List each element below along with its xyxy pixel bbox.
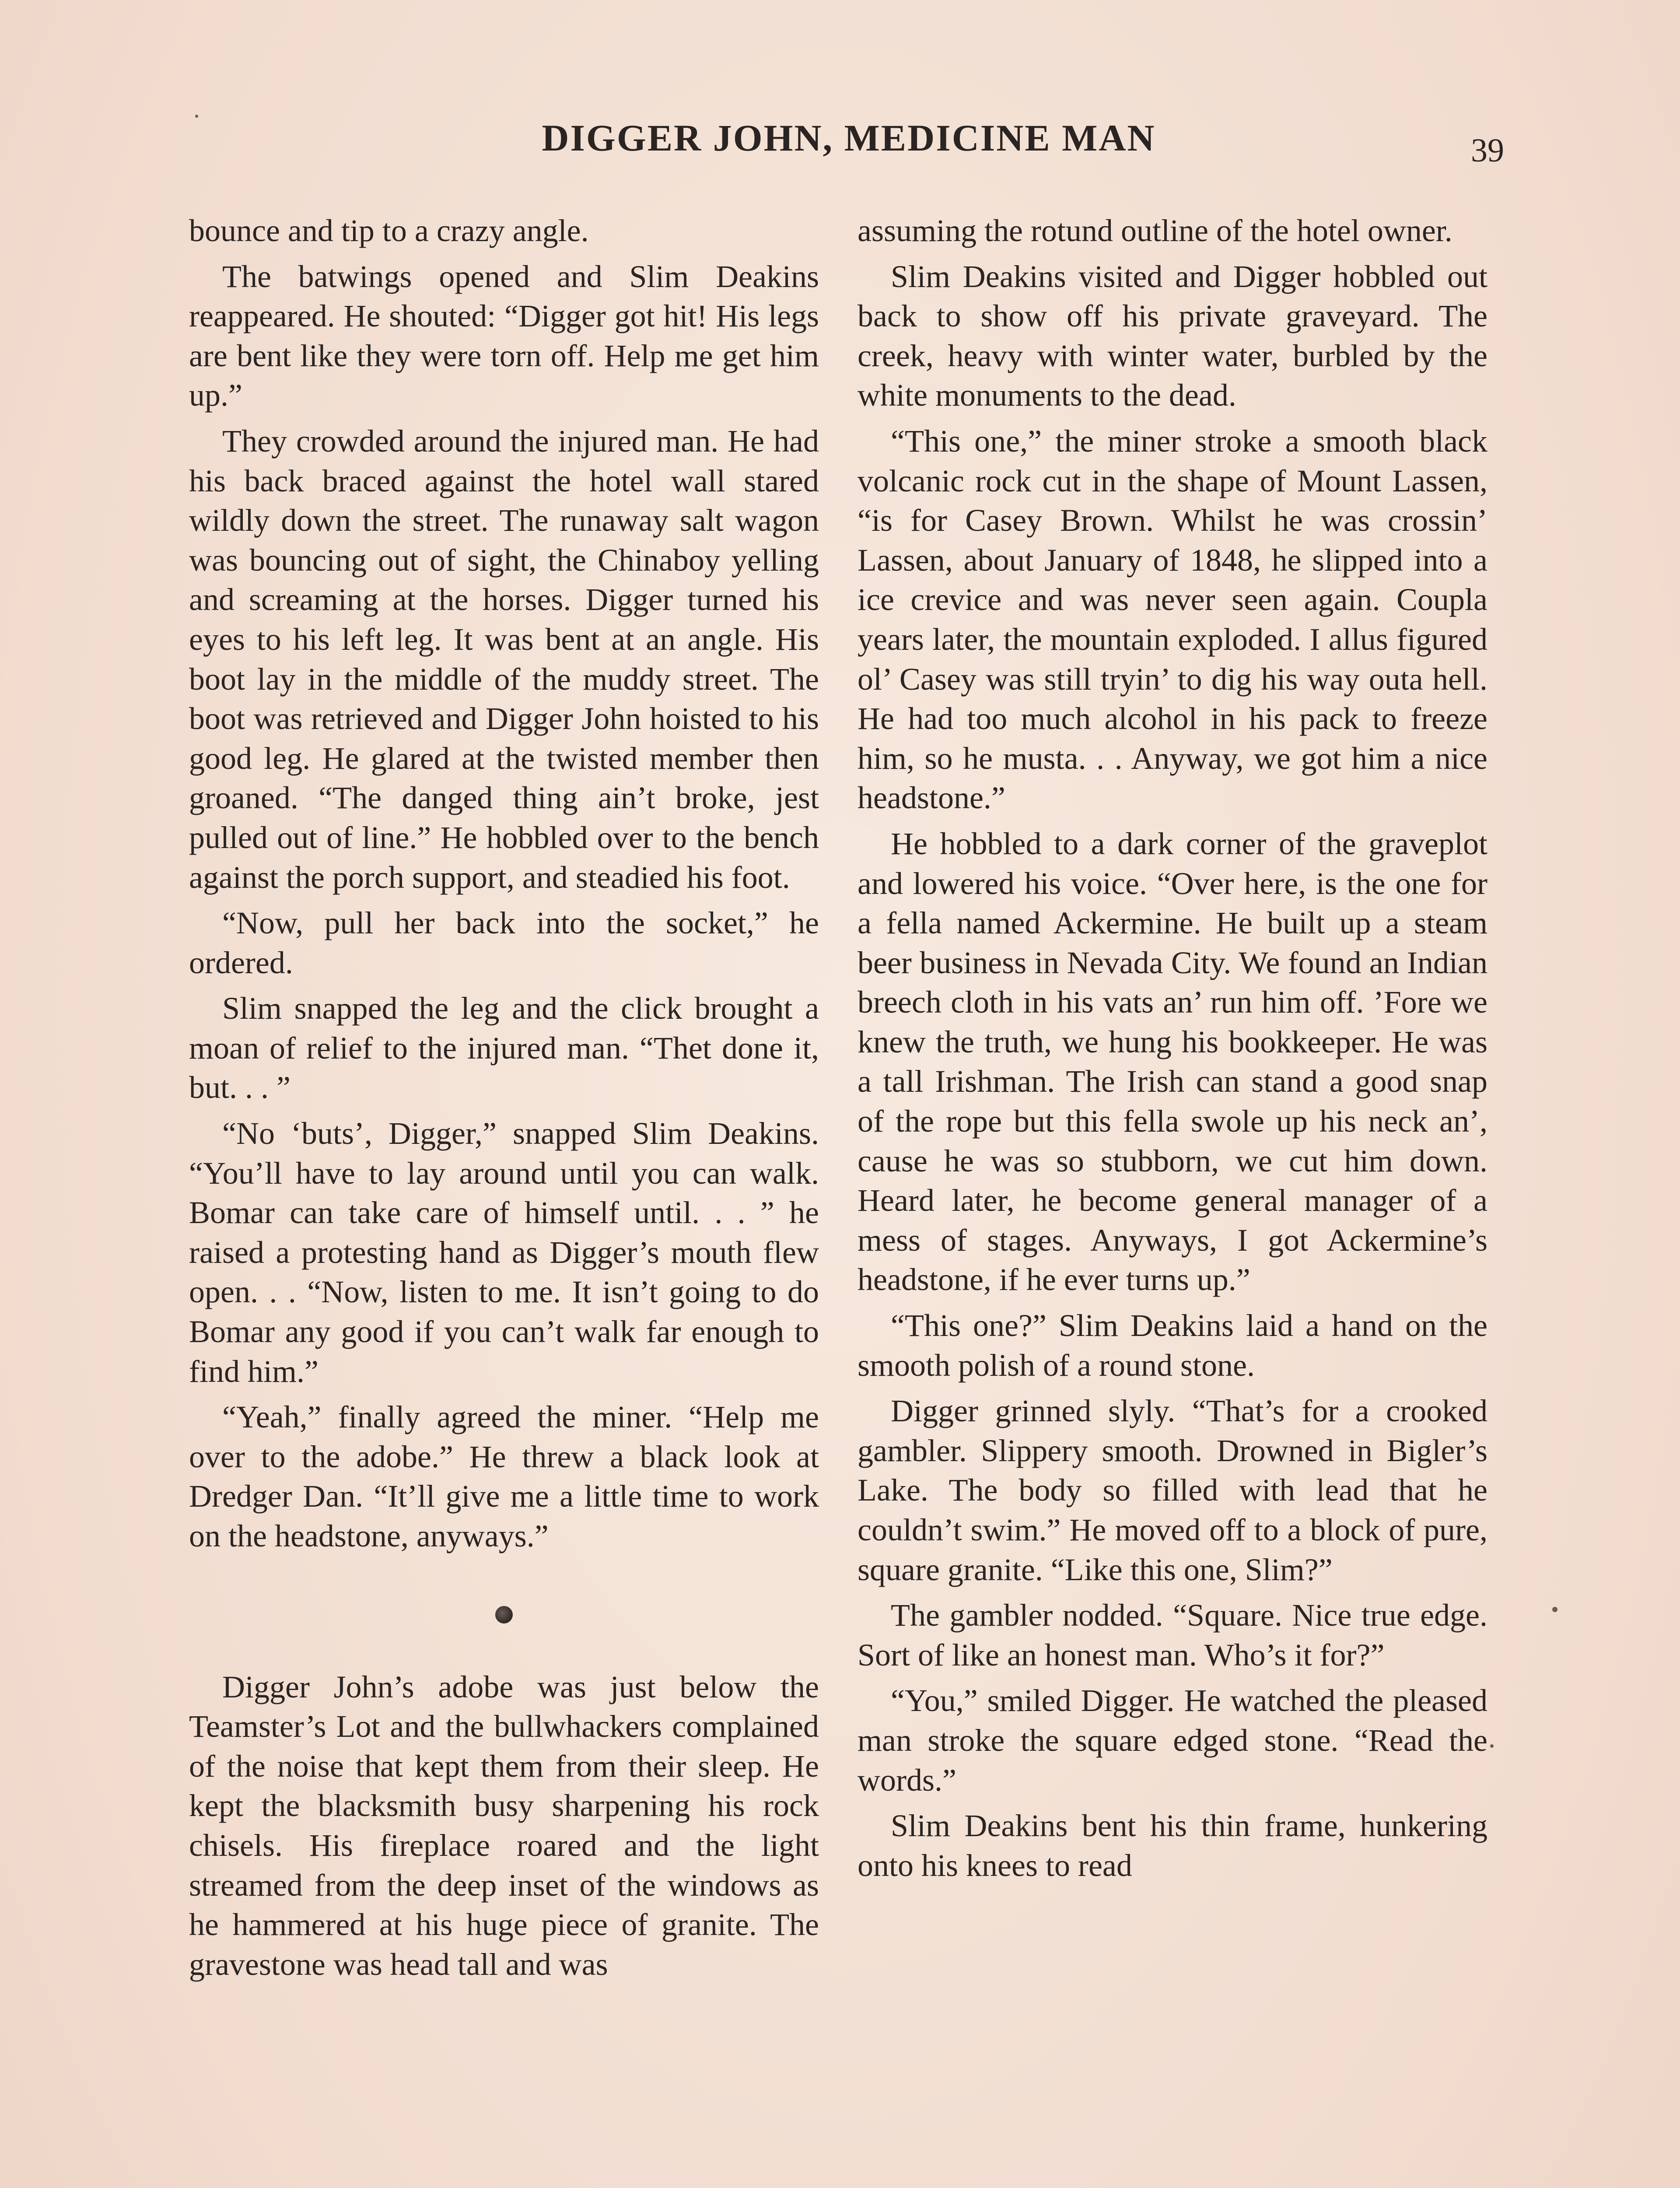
page-number: 39 [1471,132,1504,169]
paragraph: “Now, pull her back into the socket,” he ordered. [189,905,819,980]
paragraph: Digger John’s adobe was just below the Teamster’s Lot and the bullwhackers complained of the noise that kept them from their sleep. He kept the blacksmith busy sharpening his rock chisels. His fireplace roared and the light streamed from the deep inset of the windows as he hammered at his huge piece of granite. The gravestone was head tall and was [189,1669,819,1982]
paragraph: Slim Deakins visited and Digger hobbled out back to show off his private graveyard. The creek, heavy with winter water, burbled by the white monuments to the dead. [858,259,1488,413]
paragraph: Slim Deakins bent his thin frame, hunkering onto his knees to read [858,1808,1488,1883]
paragraph: He hobbled to a dark corner of the graveplot and lowered his voice. “Over here, is the one for a fella named Ackermine. He built up a steam beer business in Nevada City. We found an Indian breech cloth in his vats an’ run him off. ’Fore we knew the truth, we hung his bookkeeper. He was a tall Irishman. The Irish can stand a good snap of the rope but this fella swole up his neck an’, cause he was so stubborn, we cut him down. Heard later, he become general manager of a mess of stages. Anyways, I got Ackermine’s headstone, if he ever turns up.” [858,826,1488,1297]
paragraph: Digger grinned slyly. “That’s for a crooked gambler. Slippery smooth. Drowned in Bigler’s Lake. The body so filled with lead that he couldn’t swim.” He moved off to a block of pure, square granite. “Like this one, Slim?” [858,1393,1488,1587]
paragraph: assuming the rotund outline of the hotel owner. [858,213,1452,248]
left-column [189,211,819,1990]
paragraph: bounce and tip to a crazy angle. [189,213,589,248]
running-head-title: DIGGER JOHN, MEDICINE MAN [542,117,1156,159]
paper-speck [1552,1607,1558,1612]
paragraph: “You,” smiled Digger. He watched the pleased man stroke the square edged stone. “Read the words.” [858,1683,1488,1798]
paper-speck [195,115,198,118]
right-column [858,211,1488,1891]
section-break-ornament-icon [495,1606,513,1623]
paragraph: “No ‘buts’, Digger,” snapped Slim Deakins. “You’ll have to lay around until you can walk. Bomar can take care of himself until. . . ” he raised a protesting hand as Digger’s mouth flew open. . . “Now, listen to me. It isn’t going to do Bomar any good if you can’t walk far enough to find him.” [189,1116,819,1389]
section-break [189,1562,819,1667]
paragraph: The gambler nodded. “Square. Nice true edge. Sort of like an honest man. Who’s it for?” [858,1598,1488,1673]
paragraph: The batwings opened and Slim Deakins reappeared. He shouted: “Digger got hit! His legs are bent like they were torn off. Help me get him up.” [189,259,819,413]
paragraph: They crowded around the injured man. He had his back braced against the hotel wall stared wildly down the street. The runaway salt wagon was bouncing out of sight, the Chinaboy yelling and screaming at the horses. Digger turned his eyes to his left leg. It was bent at an angle. His boot lay in the middle of the muddy street. The boot was retrieved and Digger John hoisted to his good leg. He glared at the twisted member then groaned. “The danged thing ain’t broke, jest pulled out of line.” He hobbled over to the bench against the porch support, and steadied his foot. [189,423,819,895]
paragraph: “This one,” the miner stroke a smooth black volcanic rock cut in the shape of Mount Lassen, “is for Casey Brown. Whilst he was crossin’ Lassen, about January of 1848, he slipped into a ice crevice and was never seen again. Coupla years later, the mountain exploded. I allus figured ol’ Casey was still tryin’ to dig his way outa hell. He had too much alcohol in his pack to freeze him, so he musta. . . Anyway, we got him a nice headstone.” [858,423,1488,816]
paper-speck [1490,1744,1494,1748]
paragraph: Slim snapped the leg and the click brought a moan of relief to the injured man. “Thet done it, but. . . ” [189,991,819,1105]
paragraph: “Yeah,” finally agreed the miner. “Help me over to the adobe.” He threw a black look at Dredger Dan. “It’ll give me a little time to work on the headstone, anyways.” [189,1399,819,1553]
paragraph: “This one?” Slim Deakins laid a hand on the smooth polish of a round stone. [858,1308,1488,1383]
